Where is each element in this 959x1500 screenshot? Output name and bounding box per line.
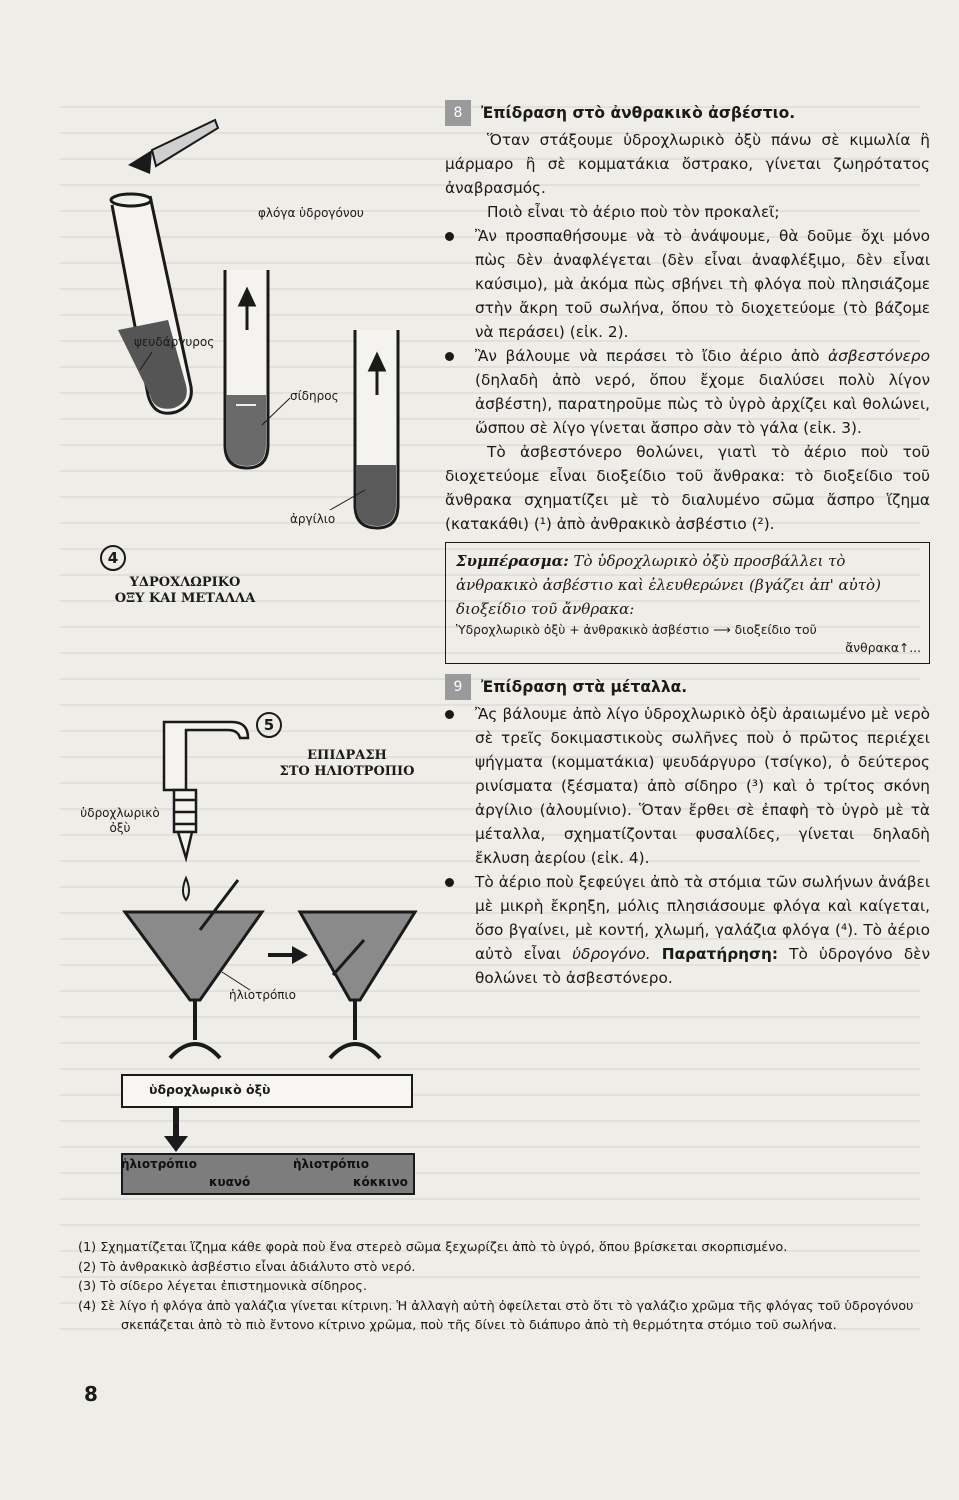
- section-8-heading: [445, 100, 930, 126]
- label-aluminium: ἀργίλιο: [290, 512, 336, 526]
- litmus-left-top: ἡλιοτρόπιο: [121, 1157, 197, 1171]
- label-iron: σίδηρος: [290, 389, 339, 403]
- drop-icon: [183, 878, 189, 900]
- equation-line1: Ὑδροχλωρικὸ ὀξὺ + ἀνθρακικὸ ἀσβέστιο ⟶ διοξείδιο τοῦ: [456, 623, 817, 637]
- arrow-right-icon: [268, 946, 308, 964]
- arrow-down-icon: [164, 1106, 188, 1152]
- section-8-number: 8: [445, 100, 471, 126]
- section-9-bullet1: Ἂς βάλουμε ἀπὸ λίγο ὑδροχλωρικὸ ὀξὺ ἀραιωμένο μὲ νερὸ σὲ τρεῖς δοκιμαστικοὺς σωλῆνες ποὺ ὁ πρῶτος περιέχει ψήγματα (κομματάκια) ψευδάργυρο (τσίγκο), ὁ δεύτερος ρινίσματα (ξέσματα) ἀπὸ σίδηρο (³) καὶ ὁ τρίτος σκόνη ἀργίλιο (ἀλουμίνιο). Ὅταν ἔρθει σὲ ἐπαφὴ τὸ ὑγρὸ μὲ τὰ μέταλλα, σχηματίζονται φυσαλίδες, γίνεται δηλαδὴ ἔκλυση ἀερίου (εἰκ. 4).: [445, 702, 930, 870]
- bullet-dot-icon: [445, 710, 454, 719]
- page-number: 8: [84, 1382, 98, 1406]
- section-8-para1: Ὅταν στάξουμε ὑδροχλωρικὸ ὀξὺ πάνω σὲ κιμωλία ἢ μάρμαρο ἢ σὲ κομματάκια ὄστρακο, γίνεται ζωηρότατος ἀναβρασμός.: [445, 131, 930, 197]
- figure-5-number: 5: [256, 712, 282, 738]
- bullet-dot-icon: [445, 232, 454, 241]
- section-9-heading: [445, 674, 930, 700]
- section-8-para3: Τὸ ἀσβεστόνερο θολώνει, γιατὶ τὸ ἀέριο ποὺ τοῦ διοχετεύομε εἶναι διοξείδιο τοῦ ἄνθρακα: τὸ διοξείδιο τοῦ ἄνθρακα σχηματίζει μὲ τὸ διαλυμένο σῶμα ἄσπρο ἵζημα (κατακάθι) (¹) ἀπὸ ἀνθρακικὸ ἀσβέστιο (²).: [445, 443, 930, 533]
- litmus-left-bottom: κυανό: [209, 1175, 251, 1189]
- footnote-4: (4) Σὲ λίγο ἡ φλόγα ἀπὸ γαλάζια γίνεται κίτρινη. Ἡ ἀλλαγὴ αὐτὴ ὀφείλεται στὸ ὅτι τὸ γαλάζιο χρῶμα τῆς φλόγας τοῦ ὑδρογόνου σκεπάζεται ἀπὸ τὸ πιὸ ἔντονο κίτρινο χρῶμα, ποὺ τῆς δίνει τὸ διάπυρο ἀπὸ τὴ θερμότητα στόμιο τοῦ σωλήνα.: [78, 1298, 914, 1333]
- section-8-bullet2: Ἂν βάλουμε νὰ περάσει τὸ ἴδιο ἀέριο ἀπὸ ἀσβεστόνερο (δηλαδὴ ἀπὸ νερό, ὅπου ἔχομε διαλύσει πολὺ λίγον ἀσβέστη), παρατηροῦμε πὼς τὸ ὑγρὸ ἀρχίζει καὶ θολώνει, ὥσπου σὲ λίγο γίνεται ἄσπρο σὰν τὸ γάλα (εἰκ. 3).: [445, 344, 930, 440]
- figure-4-title: ΥΔΡΟΧΛΩΡΙΚΟ ΟΞΥ ΚΑΙ ΜΕΤΑΛΛΑ: [114, 575, 256, 606]
- conclusion-box: [445, 542, 930, 664]
- figures-column: [0, 0, 440, 1240]
- footnote-3: (3) Τὸ σίδερο λέγεται ἐπιστημονικὰ σίδηρος.: [78, 1279, 367, 1294]
- label-zinc: ψευδάργυρος: [134, 335, 215, 349]
- acid-bar: [121, 1074, 413, 1108]
- label-hydrochloric-acid: ὑδροχλωρικὸ ὀξὺ: [80, 806, 160, 835]
- label-hydrogen-flame: φλόγα ὑδρογόνου: [258, 206, 364, 220]
- text-column: [445, 100, 930, 990]
- glass-red-litmus: [300, 912, 415, 1058]
- match-flame-icon: [128, 120, 218, 174]
- section-9-title: Ἐπίδραση στὰ μέταλλα.: [481, 678, 688, 696]
- section-8-para2: Ποιὸ εἶναι τὸ ἀέριο ποὺ τὸν προκαλεῖ;: [487, 203, 780, 221]
- footnote-1: (1) Σχηματίζεται ἵζημα κάθε φορὰ ποὺ ἕνα στερεὸ σῶμα ξεχωρίζει ἀπὸ τὸ ὑγρό, ὅπου βρίσκεται σκορπισμένο.: [78, 1240, 788, 1255]
- dropper: [164, 722, 248, 858]
- test-tube-iron: [225, 270, 268, 468]
- equation-line2: ἄνθρακα↑...: [845, 641, 921, 655]
- section-9-bullet2: Τὸ ἀέριο ποὺ ξεφεύγει ἀπὸ τὰ στόμια τῶν σωλήνων ἀνάβει μὲ μικρὴ ἔκρηξη, μόλις πλησιάσουμε φλόγα καὶ καίγεται, ὅσο βγαίνει, μὲ κοντή, χλωμή, γαλάζια φλόγα (⁴). Τὸ ἀέριο αὐτὸ εἶναι ὑδρογόνο. Παρατήρηση: Τὸ ὑδρογόνο δὲν θολώνει τὸ ἀσβεστόνερο.: [445, 870, 930, 990]
- litmus-result-bar: [121, 1153, 415, 1195]
- label-litmus: ἡλιοτρόπιο: [229, 988, 296, 1002]
- litmus-right-top: ἡλιοτρόπιο: [293, 1157, 369, 1171]
- glass-blue-litmus: [125, 880, 262, 1058]
- acid-bar-label: ὑδροχλωρικὸ ὀξὺ: [149, 1082, 271, 1097]
- figure-4-number: 4: [100, 545, 126, 571]
- conclusion-heading: Συμπέρασμα:: [456, 552, 569, 570]
- bullet-dot-icon: [445, 352, 454, 361]
- section-8-bullet1: Ἂν προσπαθήσουμε νὰ τὸ ἀνάψουμε, θὰ δοῦμε ὄχι μόνο πὼς δὲν ἀναφλέγεται (δὲν εἶναι ἀναφλέξιμο, δὲν εἶναι καύσιμο), μὰ ἀκόμα πὼς σβήνει τὴ φλόγα ποὺ πλησιάζομε στὴν ἄκρη τοῦ σωλήνα, ὅπου τὸ διοχετεύομε (τὸ βάζομε νὰ περάσει) (εἰκ. 2).: [445, 224, 930, 344]
- conclusion-text: Τὸ ὑδροχλωρικὸ ὀξὺ προσβάλλει τὸ ἀνθρακικὸ ἀσβέστιο καὶ ἐλευθερώνει (βγάζει ἀπ' αὐτὸ) διοξείδιο τοῦ ἄνθρακα:: [456, 552, 881, 618]
- footnotes: [78, 1238, 930, 1336]
- test-tube-aluminium: [355, 330, 398, 528]
- litmus-right-bottom: κόκκινο: [353, 1175, 408, 1189]
- footnote-2: (2) Τὸ ἀνθρακικὸ ἀσβέστιο εἶναι ἀδιάλυτο στὸ νερό.: [78, 1259, 416, 1275]
- remark-heading: Παρατήρηση:: [661, 945, 778, 963]
- figure-drawings: [0, 0, 440, 1240]
- section-8-title: Ἐπίδραση στὸ ἀνθρακικὸ ἀσβέστιο.: [481, 104, 796, 122]
- bullet-dot-icon: [445, 878, 454, 887]
- section-9-number: 9: [445, 674, 471, 700]
- tilted-test-tube-zinc: [111, 194, 191, 413]
- figure-5-title: ΕΠΙΔΡΑΣΗ ΣΤΟ ΗΛΙΟΤΡΟΠΙΟ: [279, 748, 415, 779]
